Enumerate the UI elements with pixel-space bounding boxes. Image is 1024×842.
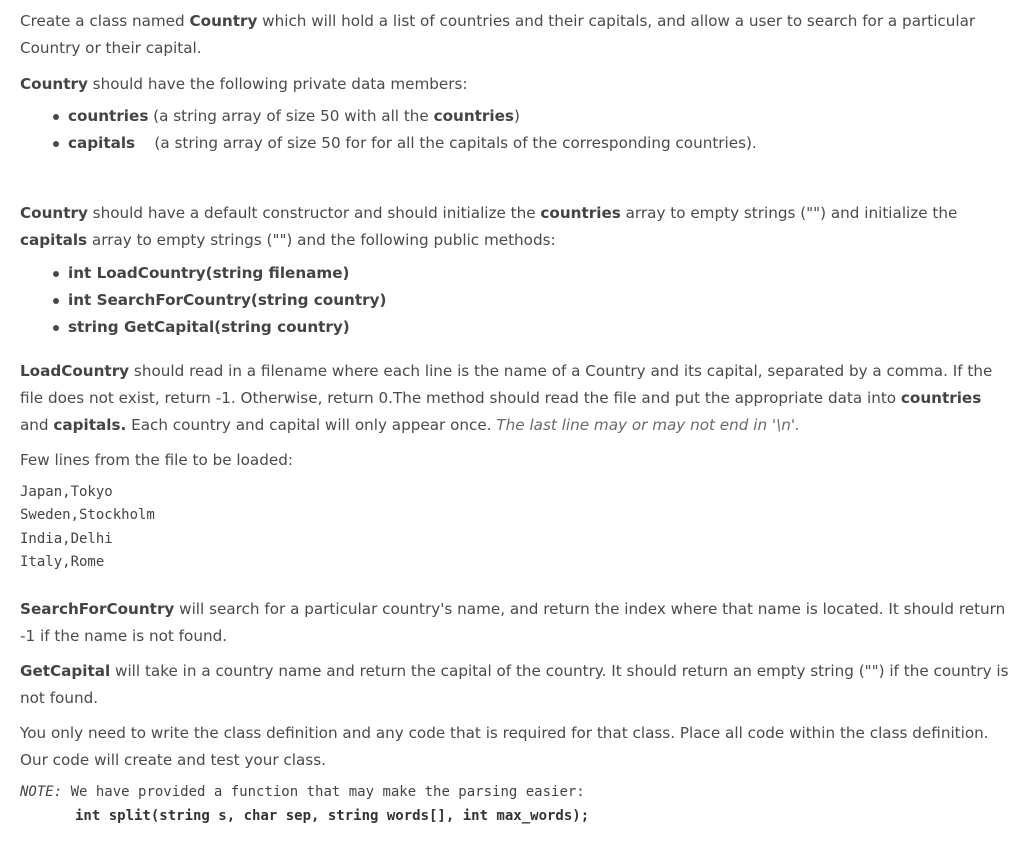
- list-item: [68, 287, 1010, 314]
- member-name: capitals: [68, 134, 136, 152]
- last-line-note: The last line may or may not end in '\n'.: [496, 416, 800, 434]
- getcapital-text: will take in a country name and return the capital of the country. It should return an empty string ("") if the country is not found.: [20, 662, 1009, 708]
- class-name: Country: [20, 75, 88, 93]
- member-name: countries: [68, 107, 149, 125]
- list-item: [68, 130, 1010, 157]
- constructor-text-cont: array to empty strings ("") and initialize the: [620, 204, 958, 222]
- file-line: Japan,Tokyo: [20, 484, 113, 500]
- file-intro: Few lines from the file to be loaded:: [20, 451, 293, 469]
- constructor-paragraph: [20, 200, 1010, 254]
- capitals-term: capitals.: [53, 416, 127, 434]
- file-line: Sweden,Stockholm: [20, 507, 155, 524]
- split-signature: int split(string s, char sep, string words[], int max_words);: [75, 808, 590, 825]
- intro-text-cont: which will hold a list of countries and their capitals, and allow a user to search for a particular Country or their capital.: [20, 12, 976, 57]
- method-name: SearchForCountry: [20, 600, 175, 619]
- getcapital-paragraph: [20, 658, 1010, 712]
- list-item: [68, 103, 1010, 130]
- countries-term: countries: [540, 204, 621, 222]
- method-name: GetCapital: [20, 662, 111, 681]
- countries-term: countries: [900, 389, 982, 407]
- file-sample: [20, 481, 1010, 574]
- note-text: We have provided a function that may make the parsing easier:: [62, 784, 585, 801]
- method-name: LoadCountry: [20, 362, 130, 380]
- search-text: will search for a particular country's name, and return the index where that name is located. It should return -1 if the name is not found.: [20, 600, 1006, 646]
- load-text: should read in a filename where each line is the name of a Country and its capital, separated by a comma. If the file does not exist, return -1. Otherwise, return 0.The method should read the file and put the appropriate data into: [20, 362, 993, 407]
- load-text-end: Each country and capital will only appear once.: [126, 416, 497, 434]
- method-signature: int SearchForCountry(string country): [68, 291, 387, 309]
- intro-text: Create a class named: [20, 12, 190, 30]
- method-signature: int LoadCountry(string filename): [68, 264, 350, 282]
- file-line: Italy,Rome: [20, 553, 105, 570]
- capitals-term: capitals: [20, 231, 88, 249]
- member-desc: (a string array of size 50 for for all the capitals of the corresponding countries).: [135, 134, 757, 152]
- search-paragraph: [20, 596, 1010, 650]
- private-members-list: [20, 103, 1010, 157]
- member-desc: (a string array of size 50 with all the: [148, 107, 434, 125]
- class-name: Country: [189, 12, 258, 30]
- member-desc-end: ): [513, 107, 520, 125]
- members-intro: [20, 71, 1010, 98]
- closing-paragraph: You only need to write the class definition and any code that is required for that class. Place all code within the class definition. Our code will create and test your class.: [20, 724, 989, 770]
- note-line: [20, 780, 1010, 804]
- class-name: Country: [20, 204, 88, 222]
- members-intro-text: should have the following private data members:: [87, 75, 468, 93]
- note-label: NOTE:: [20, 784, 63, 801]
- constructor-text-end: array to empty strings ("") and the following public methods:: [87, 231, 556, 249]
- list-item: [68, 260, 1010, 287]
- public-methods-list: [20, 260, 1010, 341]
- method-signature: string GetCapital(string country): [68, 318, 350, 336]
- load-text-and: and: [20, 416, 54, 434]
- constructor-text: should have a default constructor and should initialize the: [87, 204, 541, 222]
- file-line: India,Delhi: [20, 530, 113, 547]
- list-item: [68, 314, 1010, 341]
- member-desc-bold: countries: [433, 107, 514, 125]
- load-country-paragraph: [20, 358, 1010, 439]
- intro-paragraph: [20, 8, 1010, 62]
